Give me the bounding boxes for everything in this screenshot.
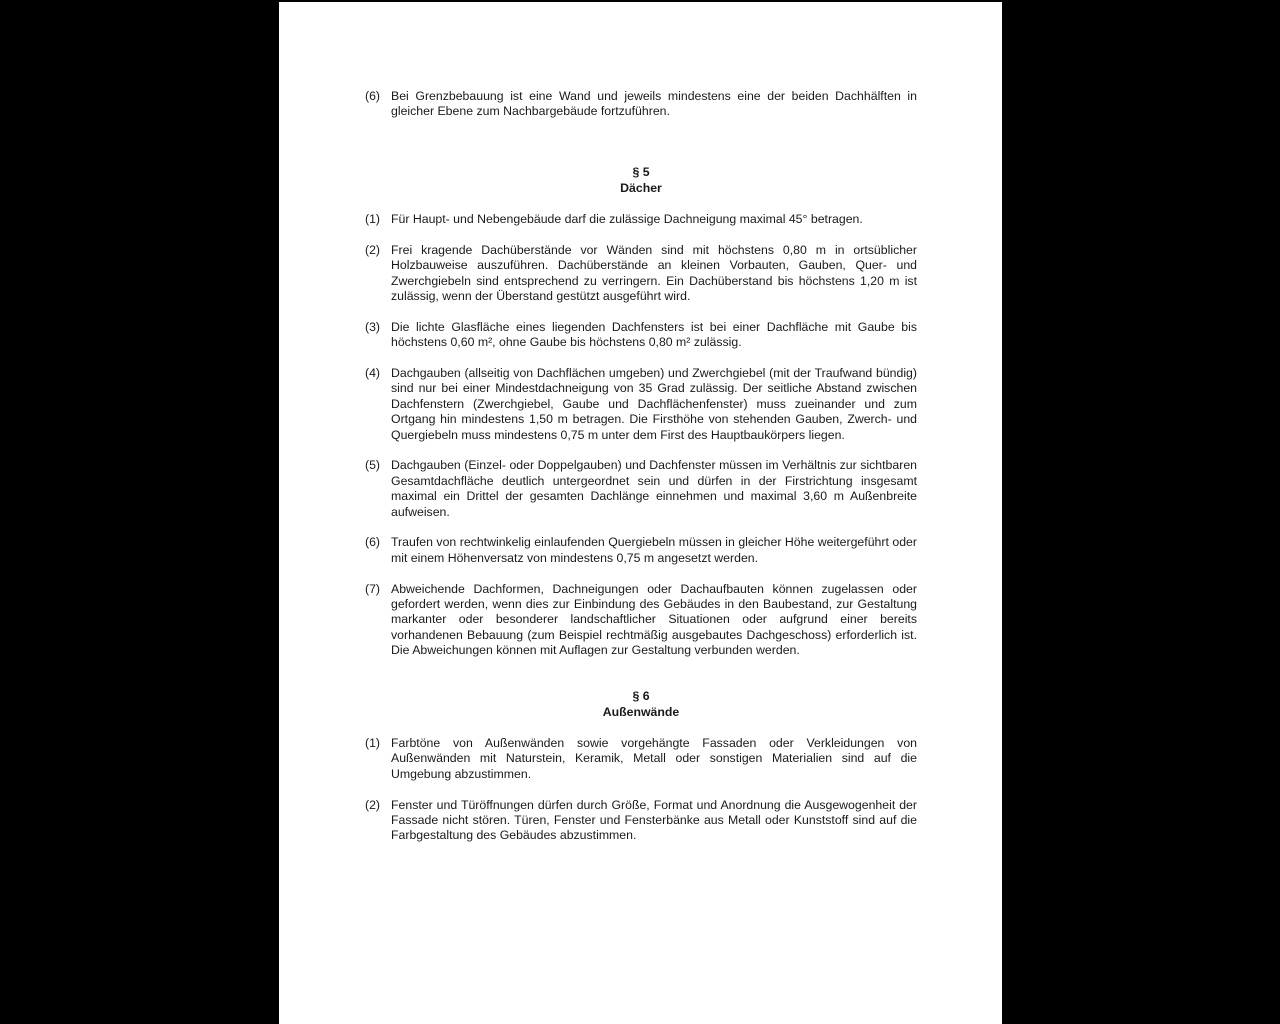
paragraph <box>365 535 917 566</box>
paragraph-text: Farbtöne von Außenwänden sowie vorgehängte Fassaden oder Verkleidungen von Außenwänden mit Naturstein, Keramik, Metall oder sonstigen Materialien sind auf die Umgebung abzustimmen. <box>391 735 917 781</box>
paragraph <box>365 89 917 120</box>
paragraph <box>365 320 917 351</box>
paragraph <box>365 582 917 659</box>
spacer <box>365 674 917 689</box>
paragraph-number: (2) <box>365 797 381 812</box>
paragraph-text: Dachgauben (allseitig von Dachflächen umgeben) und Zwerchgiebel (mit der Traufwand bündig) sind nur bei einer Mindestdachneigung von 35 Grad zulässig. Der seitliche Abstand zwischen Dachfenstern (Zwerchgiebel, Gaube und Dachflächenfenster) muss zueinander und zum Ortgang hin mindestens 1,50 m betragen. Die Firsthöhe von stehenden Gauben, Zwerch- und Quergiebeln muss mindestens 0,75 m unter dem First des Hauptbaukörpers liegen. <box>391 366 917 442</box>
section-number: § 6 <box>632 689 650 704</box>
paragraph-text: Dachgauben (Einzel- oder Doppelgauben) und Dachfenster müssen im Verhältnis zur sichtbaren Gesamtdachfläche deutlich untergeordnet sein und dürfen in der Firstrichtung insgesamt maximal ein Drittel der gesamten Dachlänge einnehmen und maximal 3,60 m Außenbreite aufweisen. <box>391 458 917 519</box>
paragraph-text: Für Haupt- und Nebengebäude darf die zulässige Dachneigung maximal 45° betragen. <box>391 212 863 227</box>
paragraph-number: (6) <box>365 535 381 550</box>
paragraph-number: (6) <box>365 89 381 103</box>
paragraph-number: (4) <box>365 366 381 381</box>
paragraph-text: Fenster und Türöffnungen dürfen durch Größe, Format und Anordnung die Ausgewogenheit der Fassade nicht stören. Türen, Fenster und Fensterbänke aus Metall oder Kunststoff sind auf die Farbgestaltung des Gebäudes abzustimmen. <box>391 797 917 843</box>
paragraph-number: (2) <box>365 242 381 257</box>
paragraph-number: (3) <box>365 319 381 334</box>
paragraph-text: Die lichte Glasfläche eines liegenden Dachfensters ist bei einer Dachfläche mit Gaube bis höchstens 0,60 m², ohne Gaube bis höchstens 0,80 m² zulässig. <box>391 319 917 350</box>
paragraph-text: Abweichende Dachformen, Dachneigungen oder Dachaufbauten können zugelassen oder gefordert werden, wenn dies zur Einbindung des Gebäudes in den Baubestand, zur Gestaltung markanter oder besonderer landschaftlicher Situationen oder aufgrund einer bereits vorhandenen Bebauung (zum Beispiel rechtmäßig ausgebautes Dachgeschoss) erforderlich ist. Die Abweichungen können mit Auflagen zur Gestaltung verbunden werden. <box>391 581 917 658</box>
document-page <box>279 2 1002 1024</box>
paragraph-text: Frei kragende Dachüberstände vor Wänden sind mit höchstens 0,80 m in ortsüblicher Holzbauweise auszuführen. Dachüberstände an kleinen Vorbauten, Gauben, Quer- und Zwerchgiebeln sind entsprechend zu verringern. Ein Dachüberstand bis höchstens 1,20 m ist zulässig, wenn der Überstand gestützt ausgeführt wird. <box>391 242 917 304</box>
paragraph <box>365 366 917 443</box>
paragraph <box>365 243 917 305</box>
page-content <box>365 89 917 859</box>
section-heading-5 <box>365 165 917 196</box>
paragraph-number: (5) <box>365 458 381 473</box>
paragraph-number: (1) <box>365 212 381 227</box>
paragraph-text: Bei Grenzbebauung ist eine Wand und jeweils mindestens eine der beiden Dachhälften in gleicher Ebene zum Nachbargebäude fortzuführen. <box>391 89 917 119</box>
paragraph-text: Traufen von rechtwinkelig einlaufenden Quergiebeln müssen in gleicher Höhe weitergeführt oder mit einem Höhenversatz von mindestens 0,75 m angesetzt werden. <box>391 535 917 565</box>
section-number: § 5 <box>632 165 650 180</box>
paragraph <box>365 212 917 227</box>
paragraph <box>365 736 917 782</box>
section-title: Außenwände <box>602 704 680 719</box>
section-title: Dächer <box>620 180 662 195</box>
paragraph <box>365 798 917 844</box>
paragraph-number: (1) <box>365 735 381 750</box>
paragraph-number: (7) <box>365 581 381 596</box>
spacer <box>365 135 917 165</box>
section-heading-6 <box>365 689 917 720</box>
paragraph <box>365 458 917 520</box>
